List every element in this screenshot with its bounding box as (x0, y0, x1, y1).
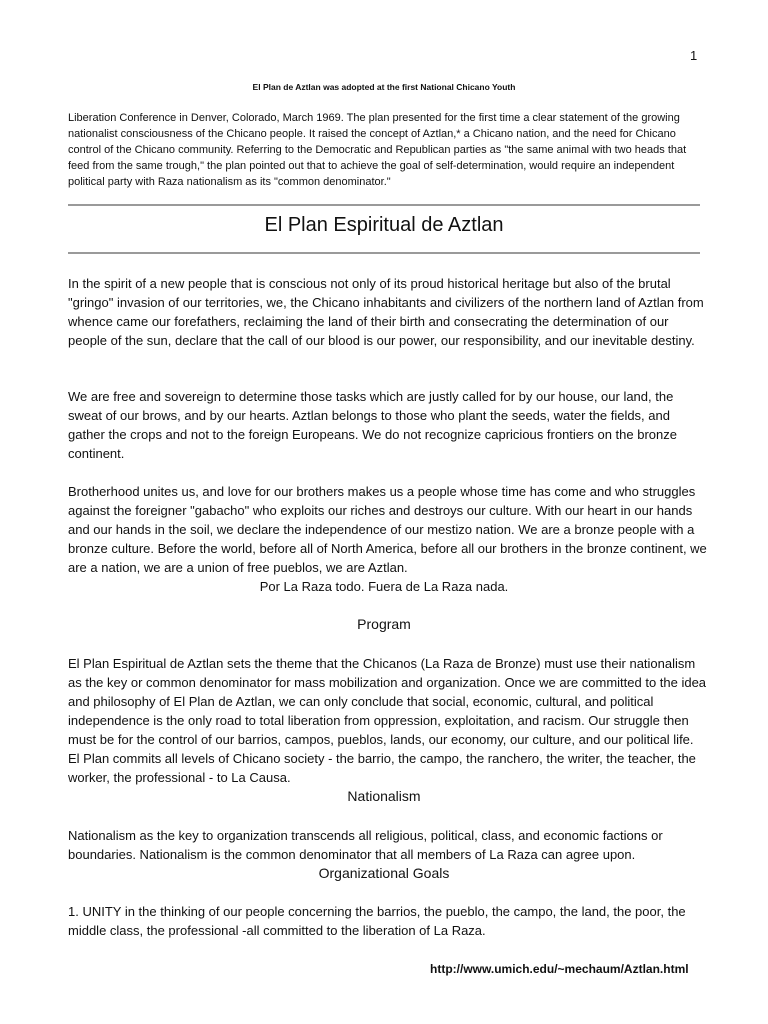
page-number: 1 (690, 48, 698, 63)
section-heading-goals: Organizational Goals (318, 865, 450, 881)
document-title: El Plan Espiritual de Aztlan (264, 214, 504, 236)
title-rule-top (68, 204, 700, 206)
program-paragraph: El Plan Espiritual de Aztlan sets the theme that the Chicanos (La Raza de Bronze) must use their nationalism as the key or common denominator for mass mobilization and organization. Once we are committed to the idea and philosophy of El Plan de Aztlan, we can only conclude that social, economic, cultural, and political independence is the only road to total liberation from oppression, exploitation, and racism. Our struggle then must be for the control of our barrios, campos, pueblos, lands, our economy, our culture, and our political life. El Plan commits all levels of Chicano society - the barrio, the campo, the ranchero, the writer, the teacher, the worker, the professional - to La Causa. (68, 656, 707, 785)
section-heading-program: Program (357, 616, 411, 632)
section-heading-nationalism: Nationalism (347, 788, 421, 804)
goals-paragraph: 1. UNITY in the thinking of our people concerning the barrios, the pueblo, the campo, the land, the poor, the middle class, the professional -all committed to the liberation of La Raza. (68, 904, 686, 938)
motto-line: Por La Raza todo. Fuera de La Raza nada. (259, 579, 509, 594)
body-paragraph: In the spirit of a new people that is conscious not only of its proud historical heritage but also of the brutal "gringo" invasion of our territories, we, the Chicano inhabitants and civilizers of the northern land of Aztlan from whence came our forefathers, reclaiming the land of their birth and consecrating the determination of our people of the sun, declare that the call of our blood is our power, our responsibility, and our inevitable destiny. (68, 276, 704, 348)
body-paragraph: We are free and sovereign to determine those tasks which are justly called for by our house, our land, the sweat of our brows, and by our hearts. Aztlan belongs to those who plant the seeds, water the fields, and gather the crops and not to the foreign Europeans. We do not recognize capricious frontiers on the bronze continent. (68, 389, 677, 461)
body-paragraph: Brotherhood unites us, and love for our brothers makes us a people whose time has come and who struggles against the foreigner "gabacho" who exploits our riches and destroys our culture. With our heart in our hands and our hands in the soil, we declare the independence of our mestizo nation. We are a bronze people with a bronze culture. Before the world, before all of North America, before all our brothers in the bronze continent, we are a nation, we are a union of free pueblos, we are Aztlan. (68, 484, 707, 575)
header-line: El Plan de Aztlan was adopted at the first National Chicano Youth (252, 82, 516, 92)
intro-paragraph: Liberation Conference in Denver, Colorado, March 1969. The plan presented for the first time a clear statement of the growing nationalist consciousness of the Chicano people. It raised the concept of Aztlan,* a Chicano nation, and the need for Chicano control of the Chicano community. Referring to the Democratic and Republican parties as "the same animal with two heads that feed from the same trough," the plan pointed out that to achieve the goal of self-determination, would require an independent political party with Raza nationalism as its "common denominator." (68, 112, 687, 188)
footer-url: http://www.umich.edu/~mechaum/Aztlan.html (430, 962, 689, 976)
title-rule-bottom (68, 252, 700, 254)
nationalism-paragraph: Nationalism as the key to organization transcends all religious, political, class, and economic factions or boundaries. Nationalism is the common denominator that all members of La Raza can agree upon. (68, 828, 663, 862)
